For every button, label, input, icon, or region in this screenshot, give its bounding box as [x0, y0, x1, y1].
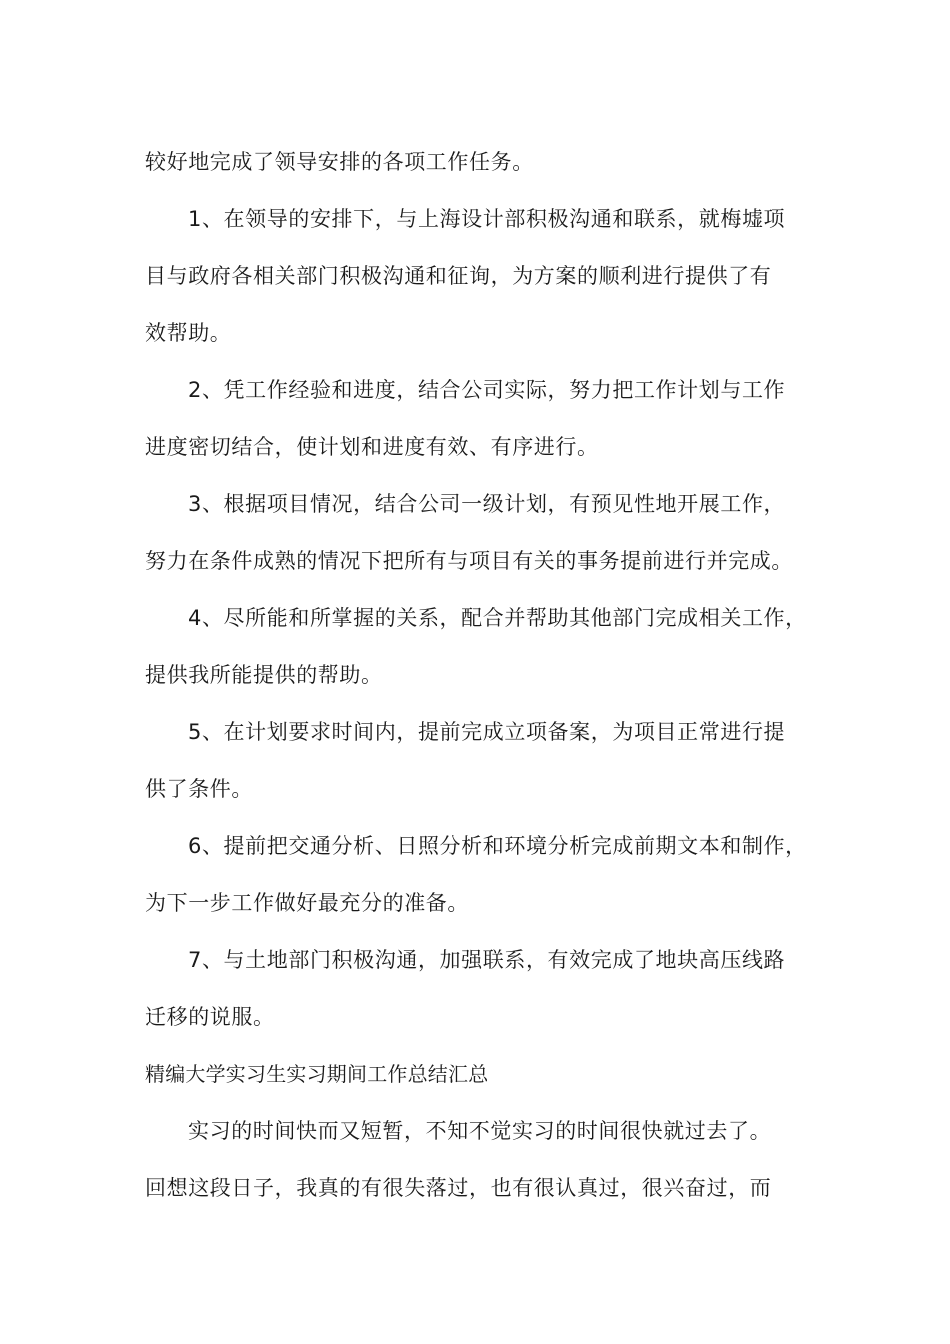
text-line: 6、提前把交通分析、日照分析和环境分析完成前期文本和制作， — [188, 834, 807, 858]
text-line: 供了条件。 — [145, 777, 253, 801]
text-line: 4、尽所能和所掌握的关系，配合并帮助其他部门完成相关工作， — [188, 606, 807, 630]
text-line: 迁移的说服。 — [145, 1005, 275, 1029]
text-line: 5、在计划要求时间内，提前完成立项备案，为项目正常进行提 — [188, 720, 786, 744]
section-title: 精编大学实习生实习期间工作总结汇总 — [145, 1062, 489, 1086]
text-line: 7、与土地部门积极沟通，加强联系，有效完成了地块高压线路 — [188, 948, 786, 972]
text-line: 目与政府各相关部门积极沟通和征询，为方案的顺利进行提供了有 — [145, 264, 772, 288]
text-line: 2、凭工作经验和进度，结合公司实际，努力把工作计划与工作 — [188, 378, 786, 402]
text-line: 3、根据项目情况，结合公司一级计划，有预见性地开展工作， — [188, 492, 786, 516]
text-line: 进度密切结合，使计划和进度有效、有序进行。 — [145, 435, 599, 459]
text-line: 效帮助。 — [145, 321, 232, 345]
text-line: 回想这段日子，我真的有很失落过，也有很认真过，很兴奋过，而 — [145, 1176, 772, 1200]
text-line: 实习的时间快而又短暂，不知不觉实习的时间很快就过去了。 — [188, 1119, 772, 1143]
text-line: 努力在条件成熟的情况下把所有与项目有关的事务提前进行并完成。 — [145, 549, 793, 573]
document-body — [145, 134, 810, 1217]
text-line: 较好地完成了领导安排的各项工作任务。 — [145, 150, 534, 174]
text-line: 提供我所能提供的帮助。 — [145, 663, 383, 687]
text-line: 1、在领导的安排下，与上海设计部积极沟通和联系，就梅墟项 — [188, 207, 786, 231]
text-line: 为下一步工作做好最充分的准备。 — [145, 891, 469, 915]
